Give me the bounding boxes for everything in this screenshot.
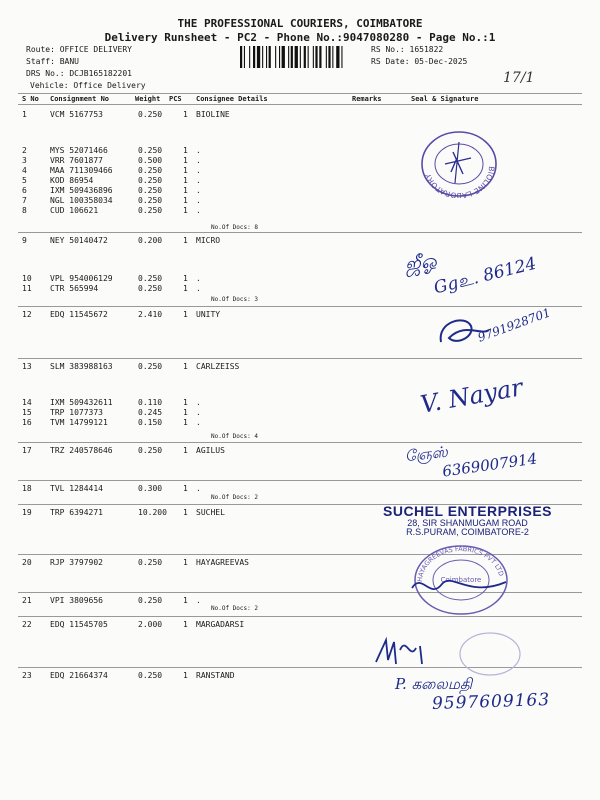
group-docs-note: No.Of Docs: 3 [211,296,258,303]
row-consignment-no: VPL 954006129 [50,274,113,283]
row-consignment-no: KOD 86954 [50,176,94,185]
rs-date: RS Date: 05-Dec-2025 [371,57,468,66]
row-weight: 0.250 [138,206,163,215]
route-label: Route: OFFICE DELIVERY [26,45,132,54]
ranstand-name: P. கலைமதி [395,675,473,693]
row-sno: 17 [22,446,32,455]
row-pcs: 1 [183,620,188,629]
row-sno: 16 [22,418,32,427]
row-consignee: . [196,156,201,165]
row-sno: 3 [22,156,27,165]
unity-handwritten-phone: 9791928701 [475,305,553,345]
row-weight: 0.150 [138,418,163,427]
row-weight: 0.250 [138,284,163,293]
row-weight: 0.250 [138,446,163,455]
row-consignee: SUCHEL [196,508,225,517]
row-pcs: 1 [183,156,188,165]
suchel-stamp-address-1: 28, SIR SHANMUGAM ROAD [407,517,528,528]
row-consignment-no: IXM 509436896 [50,186,113,195]
row-pcs: 1 [183,362,188,371]
row-consignment-no: VRR 7601877 [50,156,103,165]
row-consignee: . [196,166,201,175]
row-consignment-no: TRP 6394271 [50,508,103,517]
row-consignee: . [196,418,201,427]
suchel-stamp [383,504,552,538]
row-pcs: 1 [183,418,188,427]
agilus-handwritten-phone: 6369007914 [441,449,539,481]
col-sno: S No [22,95,39,103]
carlzeiss-signature: V. Nayar [418,373,525,419]
row-sno: 11 [22,284,32,293]
row-consignment-no: IXM 509432611 [50,398,113,407]
row-weight: 0.500 [138,156,163,165]
row-sno: 10 [22,274,32,283]
group-docs-note: No.Of Docs: 2 [211,605,258,612]
ranstand-handwritten-phone: 9597609163 [431,689,551,715]
header-top-rule [18,93,582,94]
company-title: THE PROFESSIONAL COURIERS, COIMBATORE [177,17,423,30]
header-bottom-rule [18,104,582,105]
row-pcs: 1 [183,484,188,493]
group-docs-note: No.Of Docs: 8 [211,224,258,231]
row-pcs: 1 [183,310,188,319]
row-pcs: 1 [183,146,188,155]
suchel-stamp-name: SUCHEL ENTERPRISES [383,503,552,519]
row-consignment-no: NEY 50140472 [50,236,108,245]
row-consignee: . [196,196,201,205]
row-weight: 0.250 [138,596,163,605]
barcode [240,46,366,68]
row-weight: 0.250 [138,671,163,680]
row-sno: 14 [22,398,32,407]
row-consignee: AGILUS [196,446,225,455]
row-sno: 23 [22,671,32,680]
bioline-seal [415,128,503,198]
row-weight: 2.000 [138,620,163,629]
row-weight: 0.250 [138,146,163,155]
row-pcs: 1 [183,446,188,455]
row-consignment-no: SLM 383988163 [50,362,113,371]
runsheet-subtitle: Delivery Runsheet - PC2 - Phone No.:9047080280 - Page No.:1 [104,31,496,44]
row-consignee: CARLZEISS [196,362,240,371]
row-weight: 2.410 [138,310,163,319]
row-weight: 0.250 [138,362,163,371]
row-weight: 0.300 [138,484,163,493]
row-consignment-no: TRP 1077373 [50,408,103,417]
row-consignment-no: MYS 52071466 [50,146,108,155]
row-consignee: MICRO [196,236,221,245]
row-consignee: . [196,206,201,215]
col-remarks: Remarks [352,95,382,103]
row-weight: 0.110 [138,398,163,407]
row-pcs: 1 [183,671,188,680]
bioline-seal-text: BIOLINE LABORATORY [423,165,497,198]
row-weight: 0.250 [138,186,163,195]
row-consignment-no: EDQ 11545672 [50,310,108,319]
row-consignment-no: VPI 3809656 [50,596,103,605]
row-weight: 0.250 [138,110,163,119]
row-sno: 7 [22,196,27,205]
row-consignment-no: EDQ 21664374 [50,671,108,680]
margadarsi-signature [372,630,522,676]
row-pcs: 1 [183,236,188,245]
row-sno: 13 [22,362,32,371]
row-consignee: . [196,284,201,293]
col-consignment: Consignment No [50,95,110,103]
row-divider [18,232,582,233]
row-consignment-no: TVM 14799121 [50,418,108,427]
row-pcs: 1 [183,558,188,567]
row-pcs: 1 [183,110,188,119]
row-sno: 8 [22,206,27,215]
row-consignment-no: MAA 711309466 [50,166,113,175]
row-sno: 15 [22,408,32,417]
row-consignee: RANSTAND [196,671,235,680]
row-weight: 0.200 [138,236,163,245]
row-divider [18,306,582,307]
row-consignee: HAYAGREEVAS [196,558,249,567]
row-pcs: 1 [183,508,188,517]
row-consignee: . [196,146,201,155]
row-pcs: 1 [183,166,188,175]
hayagreevas-seal [408,542,514,616]
row-pcs: 1 [183,596,188,605]
row-sno: 2 [22,146,27,155]
row-consignee: . [196,408,201,417]
row-weight: 0.250 [138,196,163,205]
row-weight: 0.245 [138,408,163,417]
row-weight: 0.250 [138,558,163,567]
row-consignee: UNITY [196,310,221,319]
hayagreevas-seal-city: Coimbatore [440,576,482,584]
row-pcs: 1 [183,176,188,185]
row-sno: 12 [22,310,32,319]
row-consignee: BIOLINE [196,110,230,119]
col-weight: Weight [135,95,161,103]
row-sno: 18 [22,484,32,493]
row-sno: 22 [22,620,32,629]
row-sno: 5 [22,176,27,185]
row-weight: 0.250 [138,166,163,175]
col-seal: Seal & Signature [411,95,479,103]
staff-label: Staff: BANU [26,57,79,66]
row-pcs: 1 [183,206,188,215]
agilus-signature: ஞேஸ் [404,442,449,466]
row-sno: 21 [22,596,32,605]
col-pcs: PCS [169,95,182,103]
vehicle-label: Vehicle: Office Delivery [30,81,146,90]
row-consignment-no: NGL 100358034 [50,196,113,205]
micro-handwritten-phone: Ggஉ. 86124 [431,253,539,299]
col-consignee: Consignee Details [196,95,268,103]
row-sno: 1 [22,110,27,119]
row-sno: 19 [22,508,32,517]
row-pcs: 1 [183,408,188,417]
row-divider [18,616,582,617]
row-divider [18,442,582,443]
row-pcs: 1 [183,186,188,195]
row-pcs: 1 [183,284,188,293]
group-docs-note: No.Of Docs: 4 [211,433,258,440]
row-sno: 6 [22,186,27,195]
row-sno: 9 [22,236,27,245]
row-weight: 10.200 [138,508,167,517]
row-consignment-no: VCM 5167753 [50,110,103,119]
suchel-stamp-address-2: R.S.PURAM, COIMBATORE-2 [406,527,529,538]
row-pcs: 1 [183,398,188,407]
svg-text:BIOLINE LABORATORY [423,166,496,198]
row-consignment-no: RJP 3797902 [50,558,103,567]
row-weight: 0.250 [138,176,163,185]
row-consignment-no: EDQ 11545705 [50,620,108,629]
hayagreevas-seal-text: HAYAGREEVAS FABRICS PVT LTD [415,544,506,583]
row-consignee: . [196,596,201,605]
row-pcs: 1 [183,196,188,205]
micro-signature: ஜீஓ [403,249,438,277]
row-sno: 4 [22,166,27,175]
rs-number: RS No.: 1651822 [371,45,444,54]
row-sno: 20 [22,558,32,567]
row-consignee: . [196,398,201,407]
row-consignment-no: TVL 1284414 [50,484,103,493]
row-pcs: 1 [183,274,188,283]
row-consignment-no: TRZ 240578646 [50,446,113,455]
row-consignee: . [196,484,201,493]
row-divider [18,480,582,481]
row-consignee: . [196,176,201,185]
row-consignee: . [196,186,201,195]
handwritten-date: 17/1 [503,70,535,86]
row-divider [18,358,582,359]
row-weight: 0.250 [138,274,163,283]
row-consignee: . [196,274,201,283]
row-consignment-no: CTR 565994 [50,284,99,293]
row-consignment-no: CUD 106621 [50,206,99,215]
drs-number: DRS No.: DCJB165182201 [26,69,132,78]
group-docs-note: No.Of Docs: 2 [211,494,258,501]
row-consignee: MARGADARSI [196,620,245,629]
